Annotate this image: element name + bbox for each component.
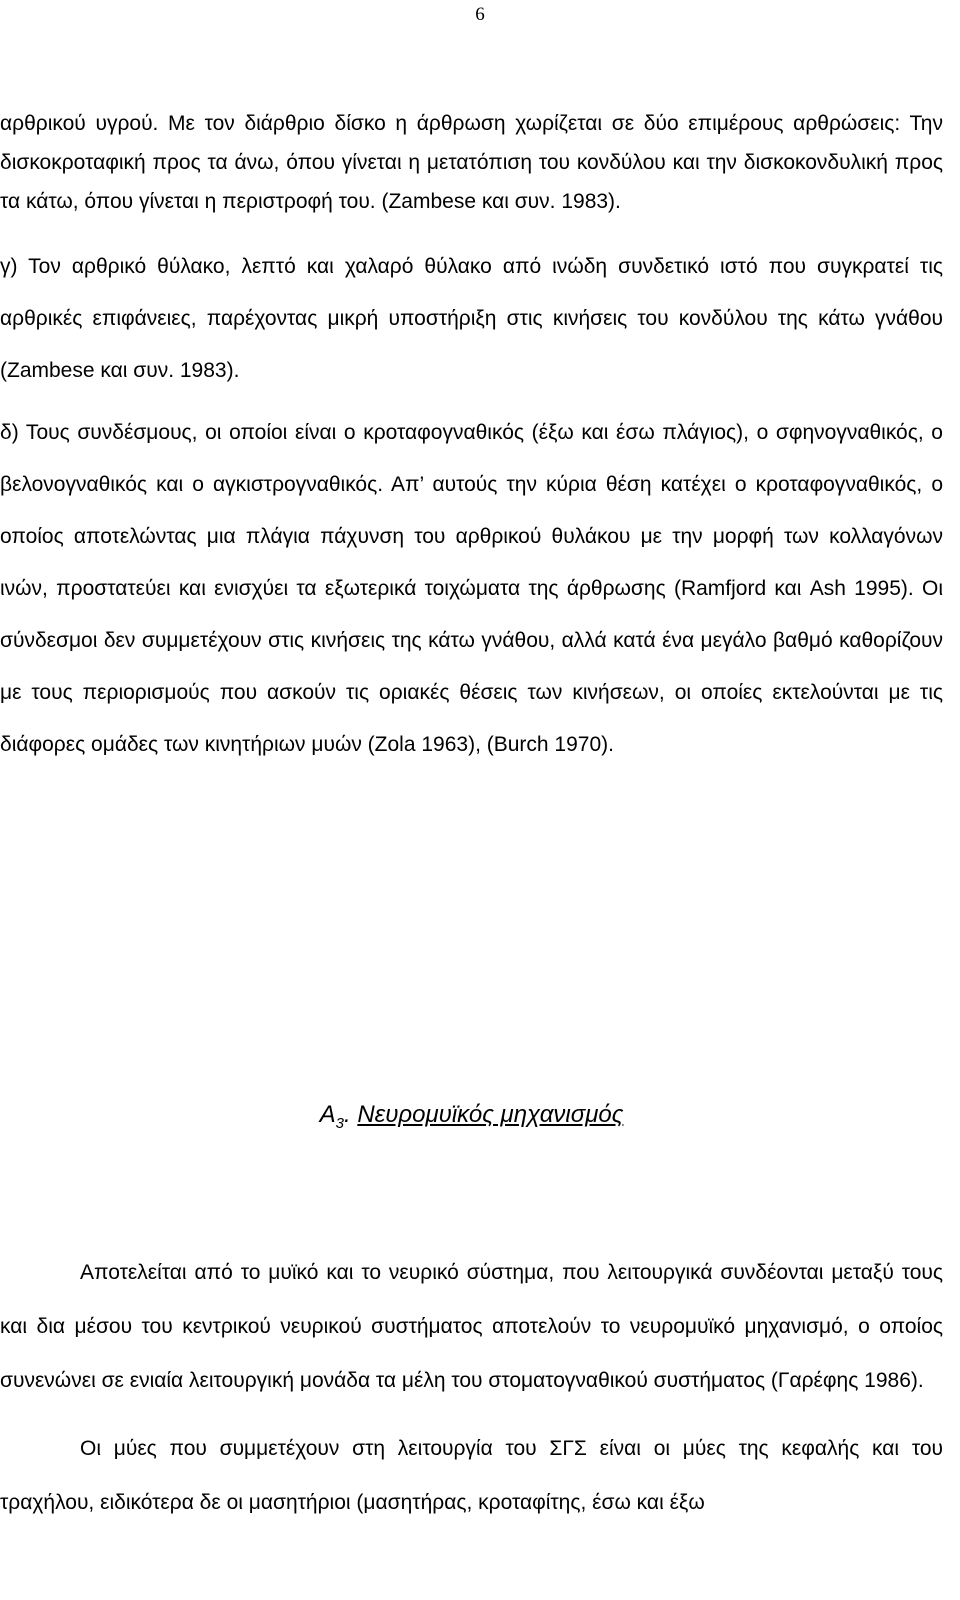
- section-body: [0, 1246, 943, 1530]
- heading-title: Νευρομυϊκός μηχανισμός: [357, 1101, 624, 1128]
- paragraph-gamma: γ) Τον αρθρικό θύλακο, λεπτό και χαλαρό θύλακο από ινώδη συνδετικό ιστό που συγκρατεί τις αρθρικές επιφάνειες, παρέχοντας μικρή υποστήριξη στις κινήσεις του κονδύλου της κάτω γνάθου (Zambese και συν. 1983).: [0, 255, 943, 382]
- paragraph-muscles: Οι μύες που συμμετέχουν στη λειτουργία του ΣΓΣ είναι οι μύες της κεφαλής και του τραχήλου, ειδικότερα δε οι μασητήριοι (μασητήρας, κροταφίτης, έσω και έξω: [0, 1437, 943, 1514]
- heading-subscript: 3: [335, 1114, 344, 1132]
- paragraph-delta: δ) Τους συνδέσμους, οι οποίοι είναι ο κροταφογναθικός (έξω και έσω πλάγιος), ο σφηνογναθικός, ο βελονογναθικός και ο αγκιστρογναθικός. Απ’ αυτούς την κύρια θέση κατέχει ο κροταφογναθικός, ο οποίος αποτελώντας μια πλάγια πάχυνση του αρθρικού θυλάκου με την μορφή των κολλαγόνων ινών, προστατεύει και ενισχύει τα εξωτερικά τοιχώματα της άρθρωσης (Ramfjord και Ash 1995). Οι σύνδεσμοι δεν συμμετέχουν στις κινήσεις της κάτω γνάθου, αλλά κατά ένα μεγάλο βαθμό καθορίζουν με τους περιορισμούς που ασκούν τις οριακές θέσεις των κινήσεων, οι οποίες εκτελούνται με τις διάφορες ομάδες των κινητήριων μυών (Zola 1963), (Burch 1970).: [0, 421, 943, 756]
- body-text: [0, 104, 943, 771]
- paragraph-gap: [0, 221, 943, 241]
- heading-separator: .: [343, 1101, 358, 1128]
- paragraph-continuation: αρθρικού υγρού. Με τον διάρθριο δίσκο η άρθρωση χωρίζεται σε δύο επιμέρους αρθρώσεις: Την δισκοκροταφική προς τα άνω, όπου γίνεται η μετατόπιση του κονδύλου και την δισκοκονδυλική προς τα κάτω, όπου γίνεται η περιστροφή του. (Zambese και συν. 1983).: [0, 112, 943, 213]
- heading-prefix: Α: [319, 1101, 336, 1128]
- paragraph-neuromuscular-intro: Αποτελείται από το μυϊκό και το νευρικό σύστημα, που λειτουργικά συνδέονται μεταξύ τους και δια μέσου του κεντρικού νευρικού συστήματος αποτελούν το νευρομυϊκό μηχανισμό, ο οποίος συνενώνει σε ενιαία λειτουργική μονάδα τα μέλη του στοματογναθικού συστήματος (Γαρέφης 1986).: [0, 1261, 943, 1392]
- paragraph-gap: [0, 397, 943, 407]
- page-number: 6: [475, 4, 485, 25]
- section-heading: [0, 1101, 943, 1132]
